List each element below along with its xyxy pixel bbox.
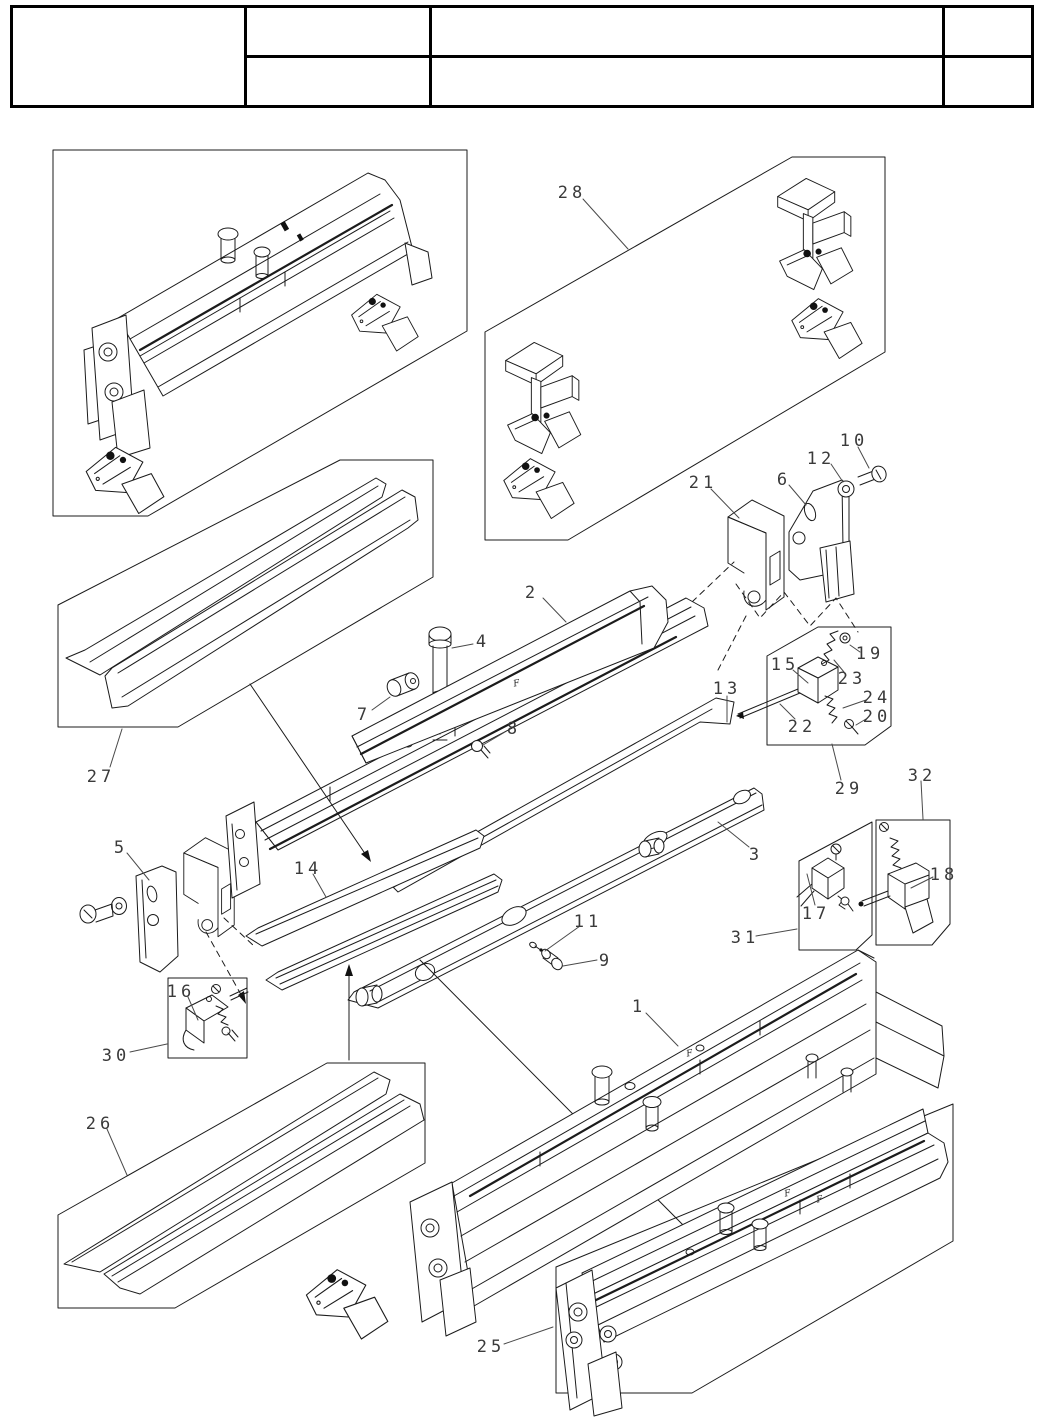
embossed-mark: F bbox=[815, 1194, 824, 1206]
embossed-mark: F bbox=[685, 1048, 694, 1060]
leader-line-9 bbox=[563, 960, 597, 966]
part-label-30: 30 bbox=[101, 1046, 131, 1066]
clamp-icon bbox=[792, 299, 862, 359]
leader-line-7 bbox=[372, 697, 390, 710]
t-clamp-icon bbox=[506, 342, 581, 453]
part-label-25: 25 bbox=[476, 1337, 506, 1357]
part-label-29: 29 bbox=[834, 779, 864, 799]
part-label-10: 10 bbox=[839, 431, 869, 451]
clamp-icon bbox=[352, 294, 419, 351]
t-clamp-icon bbox=[778, 178, 853, 289]
box-27-blades bbox=[66, 478, 418, 708]
tension-block-18-group bbox=[859, 823, 934, 934]
bracket-21 bbox=[728, 500, 784, 610]
part-label-24: 24 bbox=[862, 688, 892, 708]
spring-24 bbox=[825, 696, 837, 723]
leader-line-1 bbox=[646, 1013, 678, 1046]
leader-line-6 bbox=[789, 485, 806, 505]
plate-5-group bbox=[80, 866, 178, 972]
washer-icon bbox=[112, 898, 127, 915]
tension-block-17-group bbox=[797, 844, 853, 911]
part-label-16: 16 bbox=[166, 982, 196, 1002]
part-label-7: 7 bbox=[356, 705, 372, 725]
part-label-17: 17 bbox=[801, 904, 831, 924]
washer-12 bbox=[838, 481, 854, 497]
part-label-12: 12 bbox=[806, 449, 836, 469]
leader-line-28 bbox=[583, 199, 628, 249]
leader-line-32 bbox=[921, 781, 923, 819]
clamp-icon bbox=[504, 459, 574, 519]
blade-26 bbox=[64, 1072, 424, 1294]
part-label-5: 5 bbox=[113, 838, 129, 858]
bar-3 bbox=[348, 787, 764, 1008]
part-label-31: 31 bbox=[730, 928, 760, 948]
embossed-mark: F bbox=[512, 678, 521, 690]
part-label-15: 15 bbox=[770, 655, 800, 675]
leader-line-30 bbox=[130, 1044, 167, 1052]
hidden-assembly-lines bbox=[206, 562, 858, 1004]
part-label-3: 3 bbox=[748, 845, 764, 865]
nut-19 bbox=[840, 633, 850, 643]
leader-line-29 bbox=[832, 744, 841, 780]
clamp-icon bbox=[306, 1270, 387, 1339]
part-label-9: 9 bbox=[598, 951, 614, 971]
part-label-20: 20 bbox=[862, 707, 892, 727]
part-label-6: 6 bbox=[776, 470, 792, 490]
bracket-left bbox=[184, 838, 234, 937]
leader-line-25 bbox=[504, 1327, 553, 1344]
part-label-32: 32 bbox=[907, 766, 937, 786]
embossed-mark: F bbox=[783, 1188, 792, 1200]
part-label-26: 26 bbox=[85, 1114, 115, 1134]
part-label-14: 14 bbox=[293, 859, 323, 879]
rivet-9 bbox=[540, 948, 565, 972]
part-label-11: 11 bbox=[573, 912, 603, 932]
leader-line-26 bbox=[107, 1129, 127, 1175]
screw-10 bbox=[858, 464, 888, 485]
leader-line-2 bbox=[543, 598, 566, 622]
bushing-7 bbox=[385, 671, 421, 699]
leader-line-31 bbox=[756, 929, 797, 936]
leader-line-4 bbox=[452, 644, 473, 648]
screw-8 bbox=[472, 741, 491, 759]
part-label-19: 19 bbox=[855, 644, 885, 664]
rivet-11 bbox=[529, 941, 543, 951]
leader-line-21 bbox=[711, 489, 739, 518]
part-label-8: 8 bbox=[506, 719, 522, 739]
shaft-22 bbox=[738, 689, 800, 718]
part-label-18: 18 bbox=[929, 865, 959, 885]
part-label-1: 1 bbox=[631, 997, 647, 1017]
part-label-21: 21 bbox=[688, 473, 718, 493]
part-6-plate bbox=[789, 480, 854, 602]
part-label-4: 4 bbox=[475, 632, 491, 652]
part-label-28: 28 bbox=[557, 183, 587, 203]
part-label-13: 13 bbox=[712, 679, 742, 699]
part-label-22: 22 bbox=[787, 717, 817, 737]
leader-line-27 bbox=[110, 729, 122, 767]
assembled-unit-top-left bbox=[84, 173, 432, 514]
part-label-27: 27 bbox=[86, 767, 116, 787]
part-label-2: 2 bbox=[524, 583, 540, 603]
clamp-icon bbox=[86, 447, 164, 513]
part-label-23: 23 bbox=[837, 669, 867, 689]
spring-23 bbox=[822, 631, 838, 664]
